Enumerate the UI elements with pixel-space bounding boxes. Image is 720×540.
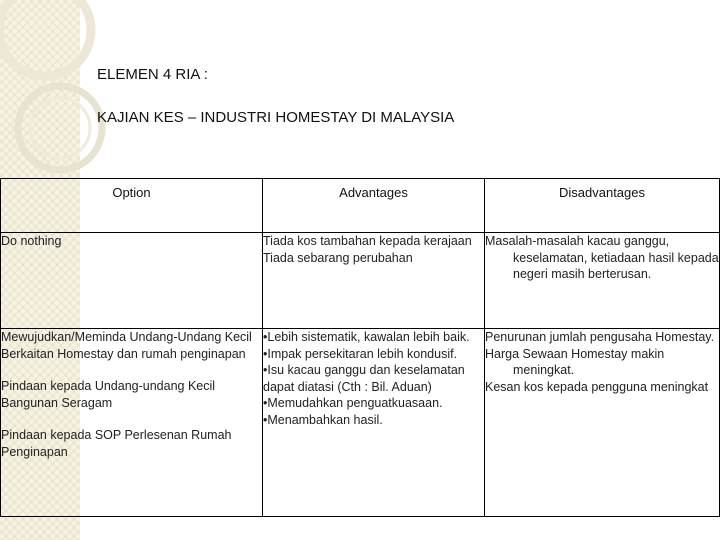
header-disadvantages: Disadvantages [485, 179, 720, 233]
option-cell [1, 329, 263, 517]
advantage-item: •Memudahkan penguatkuasaan. [263, 396, 443, 410]
advantages-cell [263, 233, 485, 329]
option-text: Do nothing [1, 234, 62, 248]
disadvantage-item: Kesan kos kepada pengguna meningkat [485, 379, 709, 394]
disadvantages-cell [485, 329, 720, 517]
disadvantage-item: Penurunan jumlah pengusaha Homestay. [485, 330, 715, 344]
option-text: Mewujudkan/Meminda Undang-Undang Kecil Berkaitan Homestay dan rumah penginapan [1, 330, 252, 361]
slide-title: ELEMEN 4 RIA : [97, 66, 208, 83]
disadvantage-item: Harga Sewaan Homestay makin meningkat. [485, 346, 665, 377]
advantage-item: •Lebih sistematik, kawalan lebih baik. [263, 330, 470, 344]
header-advantages: Advantages [263, 179, 485, 233]
options-table [0, 178, 720, 517]
option-text: Pindaan kepada Undang-undang Kecil Bangunan Seragam [1, 379, 216, 410]
table-row [1, 329, 720, 517]
disadvantage-item: Masalah-masalah kacau ganggu, keselamatan, ketiadaan hasil kepada negeri masih berterusan. [485, 234, 719, 281]
disadvantages-cell [485, 233, 720, 329]
advantage-item: Tiada sebarang perubahan [263, 250, 413, 265]
table-header-row [1, 179, 720, 233]
table-row [1, 233, 720, 329]
header-option: Option [1, 179, 263, 233]
decorative-circles [0, 0, 110, 200]
option-text: Pindaan kepada SOP Perlesenan Rumah Penginapan [1, 428, 232, 459]
slide-subtitle: KAJIAN KES – INDUSTRI HOMESTAY DI MALAYSIA [97, 109, 455, 126]
advantages-cell [263, 329, 485, 517]
advantage-item: •Menambahkan hasil. [263, 412, 383, 427]
option-cell [1, 233, 263, 329]
advantage-item: •Isu kacau ganggu dan keselamatan dapat diatasi (Cth : Bil. Aduan) [263, 363, 465, 394]
advantage-item: •Impak persekitaran lebih kondusif. [263, 346, 458, 361]
advantage-item: Tiada kos tambahan kepada kerajaan [263, 234, 472, 248]
